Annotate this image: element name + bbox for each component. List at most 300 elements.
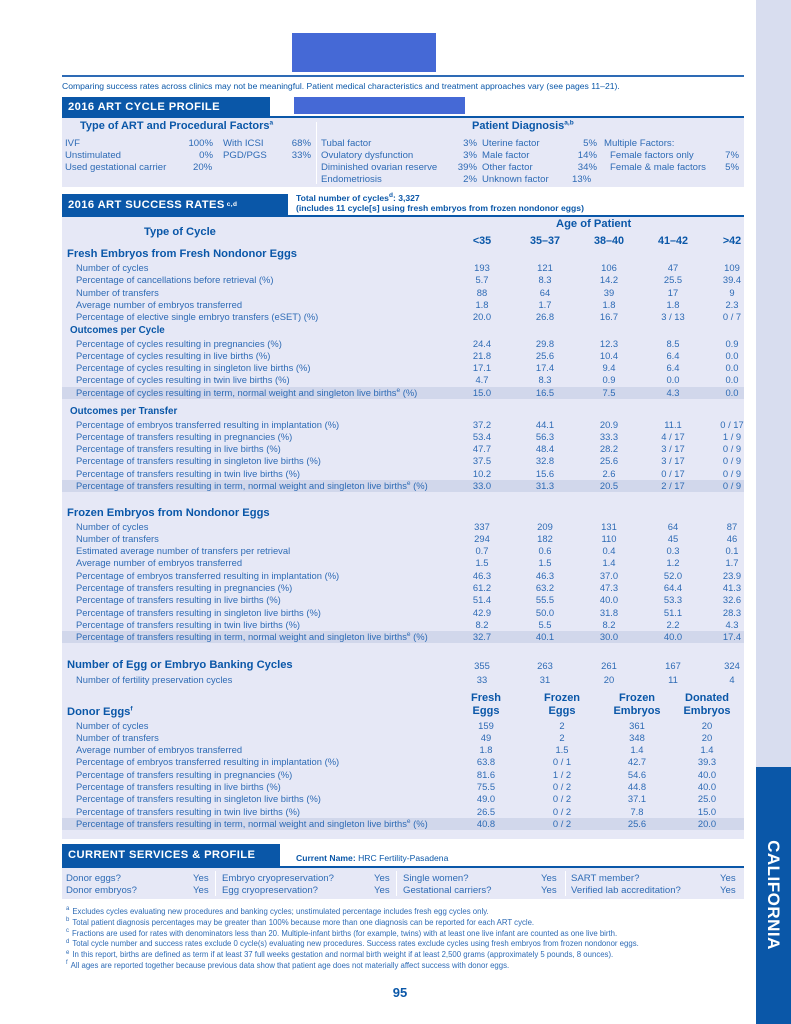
row-label (76, 619, 300, 631)
cell-value: 20.9 (599, 418, 619, 430)
row-label: Number of fertility preservation cycles (76, 674, 233, 685)
cell-value: 37.5 (472, 455, 492, 467)
table-row (62, 545, 744, 557)
cell-value: 131 (601, 520, 617, 532)
cell-value: 11 (668, 674, 678, 685)
service-value: Yes (374, 885, 390, 896)
cell-value: 8.3 (538, 274, 552, 286)
cell-value: 63.2 (535, 582, 555, 593)
row-label-text: Percentage of transfers resulting in pregnancies (%) (76, 768, 293, 780)
success-rates-header-text: 2016 ART SUCCESS RATES (68, 198, 225, 211)
diagnosis-value: 5% (583, 138, 597, 149)
footnote-text: In this report, births are defined as term if at least 37 full weeks gestation and normal birth weight if at least 2,500 grams (approximately 5 pounds, 8 ounces). (72, 950, 614, 960)
diagnosis-title (472, 120, 574, 132)
table-row (62, 338, 744, 350)
cell-value: 6.4 (666, 349, 680, 361)
footnote-mark: f (66, 960, 68, 967)
cell-value: 17.4 (535, 362, 555, 374)
row-label (76, 781, 281, 793)
cell-value: 209 (537, 520, 553, 532)
cell-value: 46 (726, 532, 738, 544)
row-label (76, 521, 148, 533)
redacted-clinic-info (294, 97, 465, 114)
row-label (76, 419, 339, 431)
cell-value: 47.3 (599, 582, 619, 593)
cell-value: 20.0 (697, 817, 717, 829)
cell-value: 47 (667, 262, 679, 273)
cell-value: 7.5 (602, 386, 616, 398)
cell-value: 40.0 (697, 781, 717, 792)
cell-value: 0.0 (666, 374, 680, 386)
service-label: Egg cryopreservation? (222, 885, 318, 896)
table-row (62, 769, 744, 781)
table-row (62, 362, 744, 374)
table-row (62, 660, 744, 672)
cell-value: 361 (629, 719, 645, 731)
row-label (76, 480, 428, 492)
footnote (66, 929, 617, 938)
cell-value: 14.2 (599, 274, 619, 286)
cell-value: 31.8 (599, 606, 619, 618)
cell-value: 1.7 (725, 557, 739, 569)
cell-value: 0.6 (538, 545, 552, 557)
service-label: SART member? (571, 873, 640, 884)
cell-value: 0.0 (725, 349, 739, 361)
diagnosis-title-text: Patient Diagnosis (472, 120, 565, 132)
cell-value: 348 (629, 731, 645, 743)
row-label-text: Percentage of transfers resulting in pregnancies (%) (76, 582, 293, 593)
table-row (62, 455, 744, 467)
cell-value: 40.1 (535, 631, 555, 643)
table-row (62, 419, 744, 431)
art-item-label: IVF (65, 138, 80, 149)
table-row (62, 431, 744, 443)
row-label-text: Percentage of transfers resulting in live births (%) (76, 594, 281, 606)
footnote-mark: a (66, 906, 70, 913)
table-row (62, 521, 744, 533)
row-label (76, 607, 321, 619)
cell-value: 4.3 (725, 618, 739, 630)
cell-value: 64 (539, 286, 551, 298)
service-label: Donor embryos? (66, 885, 137, 896)
table-row (62, 262, 744, 274)
art-item-label: Unstimulated (65, 150, 121, 161)
art-item-value: 33% (291, 150, 311, 161)
cell-value: 32.6 (722, 594, 742, 606)
table-row (62, 793, 744, 805)
cell-value: 23.9 (722, 569, 742, 581)
cell-value: 10.4 (599, 349, 619, 361)
cell-value: 44.1 (535, 418, 555, 430)
row-label (76, 387, 417, 399)
cell-value: 8.5 (666, 337, 680, 349)
footnote-text: All ages are reported together because previous data show that patient age does not materially affect success with donor eggs. (70, 961, 510, 970)
cell-value: 54.6 (627, 768, 647, 780)
donor-column-header-line: Frozen (618, 692, 656, 704)
cell-value: 10.2 (472, 467, 492, 479)
donor-column-header-line: Eggs (472, 705, 500, 717)
cell-value: 0.9 (602, 374, 616, 386)
row-label-text: Number of transfers (76, 286, 159, 298)
table-row (62, 468, 744, 480)
cell-value: 42.9 (472, 606, 492, 618)
cell-value: 1.8 (479, 744, 493, 756)
total-cycles-value: : 3,327 (392, 193, 420, 203)
row-label-text: Estimated average number of transfers per retrieval (76, 545, 291, 557)
cell-value: 33.0 (472, 480, 492, 491)
age-column-header: >42 (722, 235, 742, 247)
table-row (62, 582, 744, 594)
cell-value: 2.6 (602, 467, 616, 479)
footnote-text: Fractions are used for rates with denominators less than 20. Multiple-infant births (for example, twins) with at least one live infant are counted as one live birth. (72, 928, 618, 938)
art-item-value: 100% (188, 138, 213, 149)
cell-value: 2.2 (666, 618, 680, 630)
service-label: Gestational carriers? (403, 885, 492, 896)
cell-value: 15.0 (472, 386, 492, 398)
footnote-ref: e (406, 817, 411, 825)
cell-value: 51.1 (663, 606, 683, 618)
cell-value: 44.8 (627, 781, 647, 792)
row-label-text: Percentage of transfers resulting in singleton live births (%) (76, 606, 321, 618)
cell-value: 46.3 (535, 569, 555, 581)
footnote-ref: d (388, 192, 393, 200)
redacted-clinic-name (292, 33, 436, 72)
donor-column-header (597, 692, 677, 718)
footnote-mark: e (66, 949, 70, 956)
cell-value: 12.3 (599, 337, 619, 349)
cell-value: 20.0 (472, 311, 492, 323)
outcomes-per-transfer-title: Outcomes per Transfer (70, 406, 178, 417)
cell-value: 4.7 (475, 374, 489, 386)
cell-value: 3 / 17 (661, 443, 685, 455)
donor-eggs-title (67, 706, 133, 718)
table-row (62, 387, 744, 399)
row-label-text: Average number of embryos transferred (76, 557, 243, 569)
row-label-text: Number of transfers (76, 731, 159, 743)
table-row (62, 674, 744, 686)
state-label: CALIFORNIA (764, 840, 783, 950)
row-label (76, 350, 270, 362)
cell-value: 0 / 2 (552, 817, 572, 829)
cell-value: 26.8 (535, 311, 555, 323)
cell-value: 294 (474, 532, 490, 544)
row-label-suffix: (%) (410, 480, 428, 491)
cell-value: 0 / 9 (722, 480, 742, 491)
footnote (66, 918, 534, 927)
banking-cycles-title: Number of Egg or Embryo Banking Cycles (67, 659, 293, 671)
cell-value: 28.3 (722, 606, 742, 618)
diagnosis-value: 34% (577, 162, 597, 173)
cell-value: 45 (667, 532, 679, 544)
art-item-value: 0% (199, 150, 213, 161)
diagnosis-value: 13% (572, 174, 592, 185)
table-row (62, 480, 744, 492)
cell-value: 25.6 (535, 349, 555, 361)
row-label (76, 338, 282, 350)
cell-value: 37.1 (627, 793, 647, 805)
art-item-label: Used gestational carrier (65, 162, 167, 173)
cell-value: 56.3 (535, 430, 555, 442)
table-row (62, 607, 744, 619)
row-label-text: Percentage of cycles resulting in term, normal weight and singleton live births (76, 386, 397, 398)
diagnosis-value: 14% (577, 150, 597, 161)
diagnosis-value: 39% (457, 162, 477, 173)
cell-value: 16.7 (599, 311, 619, 323)
cell-value: 1.5 (538, 557, 552, 569)
footnote-text: Total cycle number and success rates exclude 0 cycle(s) evaluating new procedures. Success rates exclude cycles using fresh embryos from frozen nondonor eggs. (72, 939, 639, 949)
service-label: Donor eggs? (66, 873, 121, 884)
row-label (76, 806, 300, 818)
diagnosis-label: Endometriosis (321, 174, 382, 185)
cell-value: 261 (601, 660, 617, 671)
current-name (296, 853, 448, 863)
row-label-text: Percentage of transfers resulting in live births (%) (76, 443, 281, 455)
diagnosis-value: 3% (463, 138, 477, 149)
footnote-mark: d (66, 938, 70, 945)
row-label-suffix: (%) (410, 631, 428, 643)
cell-value: 25.6 (627, 817, 647, 829)
disclaimer-text: Comparing success rates across clinics may not be meaningful. Patient medical characteristics and treatment approaches vary (see pages 11–21). (62, 81, 620, 91)
service-value: Yes (541, 885, 557, 896)
art-item-value: 20% (193, 162, 213, 173)
table-row (62, 818, 744, 830)
cell-value: 8.3 (538, 374, 552, 386)
row-label (76, 262, 148, 274)
age-column-header: 38–40 (593, 235, 625, 247)
row-label (76, 455, 321, 467)
row-label-text: Percentage of cycles resulting in singleton live births (%) (76, 362, 311, 374)
row-label (76, 631, 428, 643)
services-divider (396, 871, 397, 896)
cell-value: 2 / 17 (661, 480, 685, 491)
row-label-text: Average number of embryos transferred (76, 298, 243, 310)
cell-value: 25.6 (599, 455, 619, 467)
table-row (62, 374, 744, 386)
diagnosis-value: 2% (463, 174, 477, 185)
cell-value: 46.3 (472, 569, 492, 581)
cell-value: 1.8 (602, 298, 616, 310)
cell-value: 0.9 (725, 337, 739, 349)
art-item-value: 68% (291, 138, 311, 149)
diagnosis-label: Female & male factors (610, 162, 706, 173)
donor-eggs-title-text: Donor Eggs (67, 706, 131, 718)
table-row (62, 557, 744, 569)
table-row (62, 720, 744, 732)
cell-value: 159 (478, 719, 494, 731)
art-item-label: With ICSI (223, 138, 264, 149)
cell-value: 182 (537, 532, 553, 544)
donor-column-header-line: Fresh (471, 692, 501, 704)
cell-value: 37.0 (599, 569, 619, 581)
total-cycles-note (296, 193, 584, 213)
cell-value: 88 (476, 286, 488, 298)
cell-value: 4 / 17 (661, 430, 685, 442)
table-row (62, 311, 744, 323)
cell-value: 2.3 (725, 298, 739, 310)
footnote-text: Total patient diagnosis percentages may be greater than 100% because more than one diagnosis can be reported for each ART cycle. (72, 917, 535, 927)
current-name-value: HRC Fertility-Pasadena (358, 853, 449, 863)
profile-divider (316, 122, 317, 184)
table-row (62, 274, 744, 286)
cell-value: 30.0 (599, 631, 619, 643)
age-column-header: 41–42 (657, 235, 689, 247)
row-label (76, 443, 281, 455)
donor-column-header-line: Embryos (683, 705, 731, 717)
row-label (76, 793, 321, 805)
row-label (76, 533, 159, 545)
row-label-text: Percentage of transfers resulting in singleton live births (%) (76, 455, 321, 467)
footnote-ref: a (269, 119, 274, 127)
cell-value: 53.3 (663, 594, 683, 606)
row-label-text: Number of cycles (76, 520, 149, 532)
cell-value: 52.0 (663, 569, 683, 581)
row-label (76, 744, 242, 756)
cell-value: 33 (476, 674, 488, 685)
row-label-text: Number of cycles (76, 719, 149, 731)
diagnosis-value: 5% (725, 162, 739, 173)
cell-value: 40.0 (697, 768, 717, 780)
row-label (76, 732, 159, 744)
cell-value: 31 (539, 674, 551, 685)
diagnosis-label: Other factor (482, 162, 533, 173)
row-label (76, 756, 339, 768)
row-label (76, 582, 292, 594)
row-label-text: Percentage of cycles resulting in live births (%) (76, 349, 271, 361)
cell-value: 20 (701, 731, 713, 743)
cell-value: 0.0 (725, 374, 739, 386)
cell-value: 33.3 (599, 430, 619, 442)
table-row (62, 732, 744, 744)
cell-value: 40.0 (599, 594, 619, 606)
cell-value: 47.7 (472, 443, 492, 455)
cell-value: 1 / 9 (722, 430, 742, 442)
cell-value: 1 / 2 (552, 768, 572, 780)
cell-value: 1.7 (538, 298, 552, 310)
cell-value: 5.7 (475, 274, 489, 286)
cell-value: 0 / 9 (722, 467, 742, 479)
row-label (76, 311, 318, 323)
row-label-text: Percentage of transfers resulting in twin live births (%) (76, 467, 301, 479)
row-label (76, 274, 274, 286)
cell-value: 1.4 (630, 744, 644, 756)
cell-value: 20 (701, 719, 713, 731)
service-value: Yes (374, 873, 390, 884)
cell-value: 63.8 (476, 756, 496, 768)
diagnosis-label: Female factors only (610, 150, 694, 161)
cell-value: 11.1 (664, 418, 682, 430)
row-label-text: Percentage of cycles resulting in twin live births (%) (76, 374, 290, 386)
cell-value: 0.7 (475, 545, 489, 557)
row-label-text: Percentage of cancellations before retrieval (%) (76, 274, 274, 286)
service-label: Verified lab accreditation? (571, 885, 681, 896)
footnote-ref: a,b (564, 119, 574, 127)
table-row (62, 533, 744, 545)
cell-value: 20.5 (599, 480, 619, 491)
row-label-text: Percentage of cycles resulting in pregnancies (%) (76, 337, 282, 349)
art-factors-title-text: Type of ART and Procedural Factors (80, 120, 270, 132)
cell-value: 29.8 (535, 337, 555, 349)
cell-value: 49.0 (476, 793, 496, 805)
cell-value: 0 / 9 (722, 443, 742, 455)
row-label-text: Percentage of transfers resulting in term, normal weight and singleton live births (76, 817, 407, 829)
cell-value: 3 / 13 (661, 311, 685, 323)
services-divider (565, 871, 566, 896)
diagnosis-label: Uterine factor (482, 138, 540, 149)
success-rates-header: 2016 ART SUCCESS RATES c,d (62, 194, 288, 215)
row-label-text: Percentage of elective single embryo transfers (eSET) (%) (76, 311, 319, 323)
cell-value: 53.4 (472, 430, 492, 442)
row-label-text: Percentage of transfers resulting in twin live births (%) (76, 805, 301, 817)
outcomes-per-cycle-title: Outcomes per Cycle (70, 325, 165, 336)
row-label-text: Number of cycles (76, 262, 149, 273)
footnote-mark: c (66, 928, 69, 934)
cell-value: 48.4 (535, 443, 555, 455)
cell-value: 106 (601, 262, 617, 273)
age-column-header: 35–37 (529, 235, 561, 247)
cell-value: 109 (724, 262, 740, 273)
cell-value: 0 / 7 (722, 311, 742, 323)
donor-column-header-line: Eggs (548, 705, 576, 717)
diagnosis-value: 7% (725, 150, 739, 161)
cell-value: 87 (726, 520, 738, 532)
diagnosis-label: Unknown factor (482, 174, 549, 185)
footnote (66, 961, 509, 970)
fresh-embryos-title: Fresh Embryos from Fresh Nondonor Eggs (67, 248, 297, 260)
donor-column-header (522, 692, 602, 718)
cell-value: 24.4 (472, 337, 492, 349)
cell-value: 31.3 (535, 480, 555, 491)
cell-value: 263 (537, 660, 553, 671)
cell-value: 3 / 17 (661, 455, 685, 467)
row-label (76, 545, 290, 557)
cell-value: 0 / 2 (552, 805, 572, 817)
cell-value: 1.4 (700, 744, 714, 756)
table-row (62, 299, 744, 311)
table-row (62, 806, 744, 818)
row-label-text: Average number of embryos transferred (76, 744, 243, 756)
cell-value: 0.0 (725, 362, 739, 374)
cell-value: 16.5 (535, 386, 555, 398)
footnote (66, 907, 489, 916)
footnote-ref: e (406, 479, 411, 487)
cell-value: 4.3 (666, 386, 680, 398)
cell-value: 1.8 (475, 298, 489, 310)
donor-column-header-line: Embryos (613, 705, 661, 717)
row-label (76, 557, 242, 569)
total-cycles-label: Total number of cycles (296, 193, 389, 203)
row-label-text: Percentage of transfers resulting in singleton live births (%) (76, 793, 321, 805)
cell-value: 0 / 17 (661, 467, 685, 479)
art-item-label: PGD/PGS (223, 150, 267, 161)
cell-value: 0.1 (725, 545, 739, 557)
row-label-text: Percentage of embryos transferred resulting in implantation (%) (76, 418, 340, 430)
row-label (76, 570, 339, 582)
cell-value: 2 (559, 731, 565, 743)
cell-value: 42.7 (627, 756, 647, 768)
table-row (62, 756, 744, 768)
service-value: Yes (193, 885, 209, 896)
page-number: 95 (392, 985, 408, 1000)
service-value: Yes (193, 873, 209, 884)
top-divider (62, 75, 744, 77)
row-label (76, 287, 159, 299)
cell-value: 0.3 (666, 545, 680, 557)
diagnosis-label: Male factor (482, 150, 530, 161)
cell-value: 40.8 (476, 817, 496, 829)
cell-value: 64 (667, 520, 679, 532)
table-row (62, 594, 744, 606)
row-label-text: Percentage of transfers resulting in live births (%) (76, 781, 281, 792)
